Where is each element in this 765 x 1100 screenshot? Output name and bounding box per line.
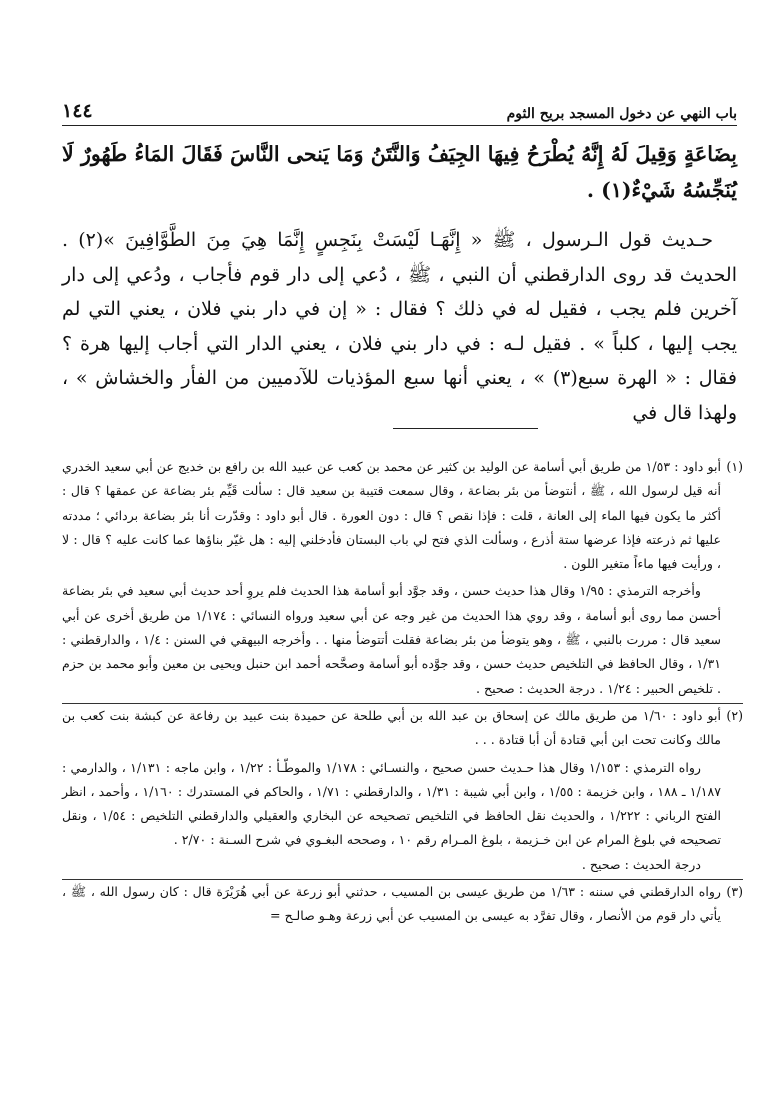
footnote-3 [62,879,743,929]
footnote-2 [62,703,743,877]
footnote-paragraph: أبو داود : ١/٦٠ من طريق مالك عن إسحاق بن عبد الله بن أبي طلحة عن حميدة بنت عبيد بن رفاعة عن كبشة بنت كعب بن مالك وكانت تحت ابن أبي قتادة أن أبا قتادة . . . [62,707,722,748]
page-header [62,92,737,126]
footnote-paragraph: رواه الدارقطني في سننه : ١/٦٣ من طريق عيسى بن المسيب ، حدثني أبو زرعة عن أبي هُرَيْرَة قال : كان رسول الله ، ﷺ ، يأتي دار قوم من الأنصار ، وقال تفرَّد به عيسى بن المسيب عن أبي زرعة وهـو صالـح = [62,884,722,924]
main-text [62,136,737,430]
footnote-paragraph: رواه الترمذي : ١/١٥٣ وقال هذا حـديث حسن صحيح ، والنسـائي : ١/١٧٨ والموطّـأ : ١/٢٢ ، وابن ماجه : ١/١٣١ ، والدارمي : ١/١٨٧ ـ ١٨٨ ، وابن خزيمة : ١/٥٥ ، وابن أبي شيبة : ١/٣١ ، والدارقطني : ١/٧١ ، والحاكم في المستدرك : ١/١٦٠ ، وأحمد ، انظر الفتح الرباني : ١/٢٢٢ ، والحديث نقل الحافظ في التلخيص تصحيحه عن البخاري والعقيلي والدارقطني التلخيص : ١/٥٤ ، ونقل تصحيحه في بلوغ المرام عن ابن خـزيمة ، بلوغ المـرام رقم ١٠ ، وصححه البغـوي في شرح السـنة : ٢/٧٠ . [62,759,722,848]
footnote-paragraph: وأخرجه الترمذي : ١/٩٥ وقال هذا حديث حسن ، وقد جوَّد أبو أسامة هذا الحديث فلم يروِ أحد حديث أبي سعيد في بئر بضاعة أحسن مما روى أبو أسامة ، وقد روي هذا الحديث من غير وجه عن أبي سعيد ورواه النسائي : ١/١٧٤ من طريق أخرى عن أبي سعيد قال : مررت بالنبي ، ﷺ ، وهو يتوضأ من بئر بضاعة فقلت أتتوضأ منها . . وأخرجه البيهقي في السنن : ١/٤ ، والدارقطني : ١/٣١ ، وقال الحافظ في التلخيص حديث حسن ، وقد جوَّده أبو أسامة وصحَّحه أحمد ابن حنبل ويحيى بن معين وأبو محمد بن حزم . تلخيص الحبير : ١/٢٤ . درجة الحديث : صحيح . [62,583,721,696]
footnote-marker: (١) [726,459,743,474]
footnote-separator [393,428,538,429]
footnote-paragraph: درجة الحديث : صحيح . [581,856,701,872]
footnote-1 [62,455,743,701]
footnote-paragraph: أبو داود : ١/٥٣ من طريق أبي أسامة عن الوليد بن كثير عن محمد بن كعب عن عبيد الله بن رافع بن خديج عن أبي سعيد الخدري أنه قيل لرسول الله ، ﷺ ، أنتوضأ من بئر بضاعة ، وقال سمعت قتيبة بن سعيد قال : سألت قَيِّم بئر بضاعة عن عمقها ؟ قال : أكثر ما يكون فيها الماء إلى العانة ، قلت : فإذا نقص ؟ قال : دون العورة . قال أبو داود : وقدّرت أنا بئر بضاعة بردائي ؛ مددته عليها ثم ذرعته فإذا عرضها ستة أذرع ، وسألت الذي فتح لي باب البستان فأدخلني إليه : هل غيّر بناؤها عما كانت عليه ؟ قال : لا ، ورأيت فيها ماءاً متغير اللون . [62,459,721,572]
footnote-marker: (٢) [726,707,743,723]
page-number: ١٤٤ [62,100,93,122]
footnotes [62,455,743,929]
running-title: باب النهي عن دخول المسجد بريح الثوم [506,106,737,122]
quran-quote: بِضَاعَةٍ وَقِيلَ لَهُ إِنَّهُ يُطْرَحُ فِيهَا الجِيَفُ وَالنَّتَنُ وَمَا يَنحى النَّاسَ فَقَالَ المَاءُ طَهُورٌ لَا يُنَجِّسُهُ شَيْءٌ(١) . [62,142,737,203]
footnote-marker: (٣) [726,884,743,900]
main-paragraph: حـديث قول الـرسول ، ﷺ « إِنَّهَـا لَيْسَتْ بِنَجِسٍ إِنَّمَا هِيَ مِنَ الطَّوَّافِينَ »(٢) . الحديث قد روى الدارقطني أن النبي ، ﷺ ، دُعي إلى دار قوم فأجاب ، ودُعي إلى دار آخرين فلم يجب ، فقيل له في ذلك ؟ فقال : « إن في دار بني فلان ، يعني التي لم يجب إليها ، كلباً » . فقيل لـه : في دار بني فلان ، يعني الدار التي أجاب إليها هرة ؟ فقال : « الهرة سبع(٣) » ، يعني أنها سبع المؤذيات للآدميين من الفأر والخشاش » ، ولهذا قال في [62,228,737,424]
